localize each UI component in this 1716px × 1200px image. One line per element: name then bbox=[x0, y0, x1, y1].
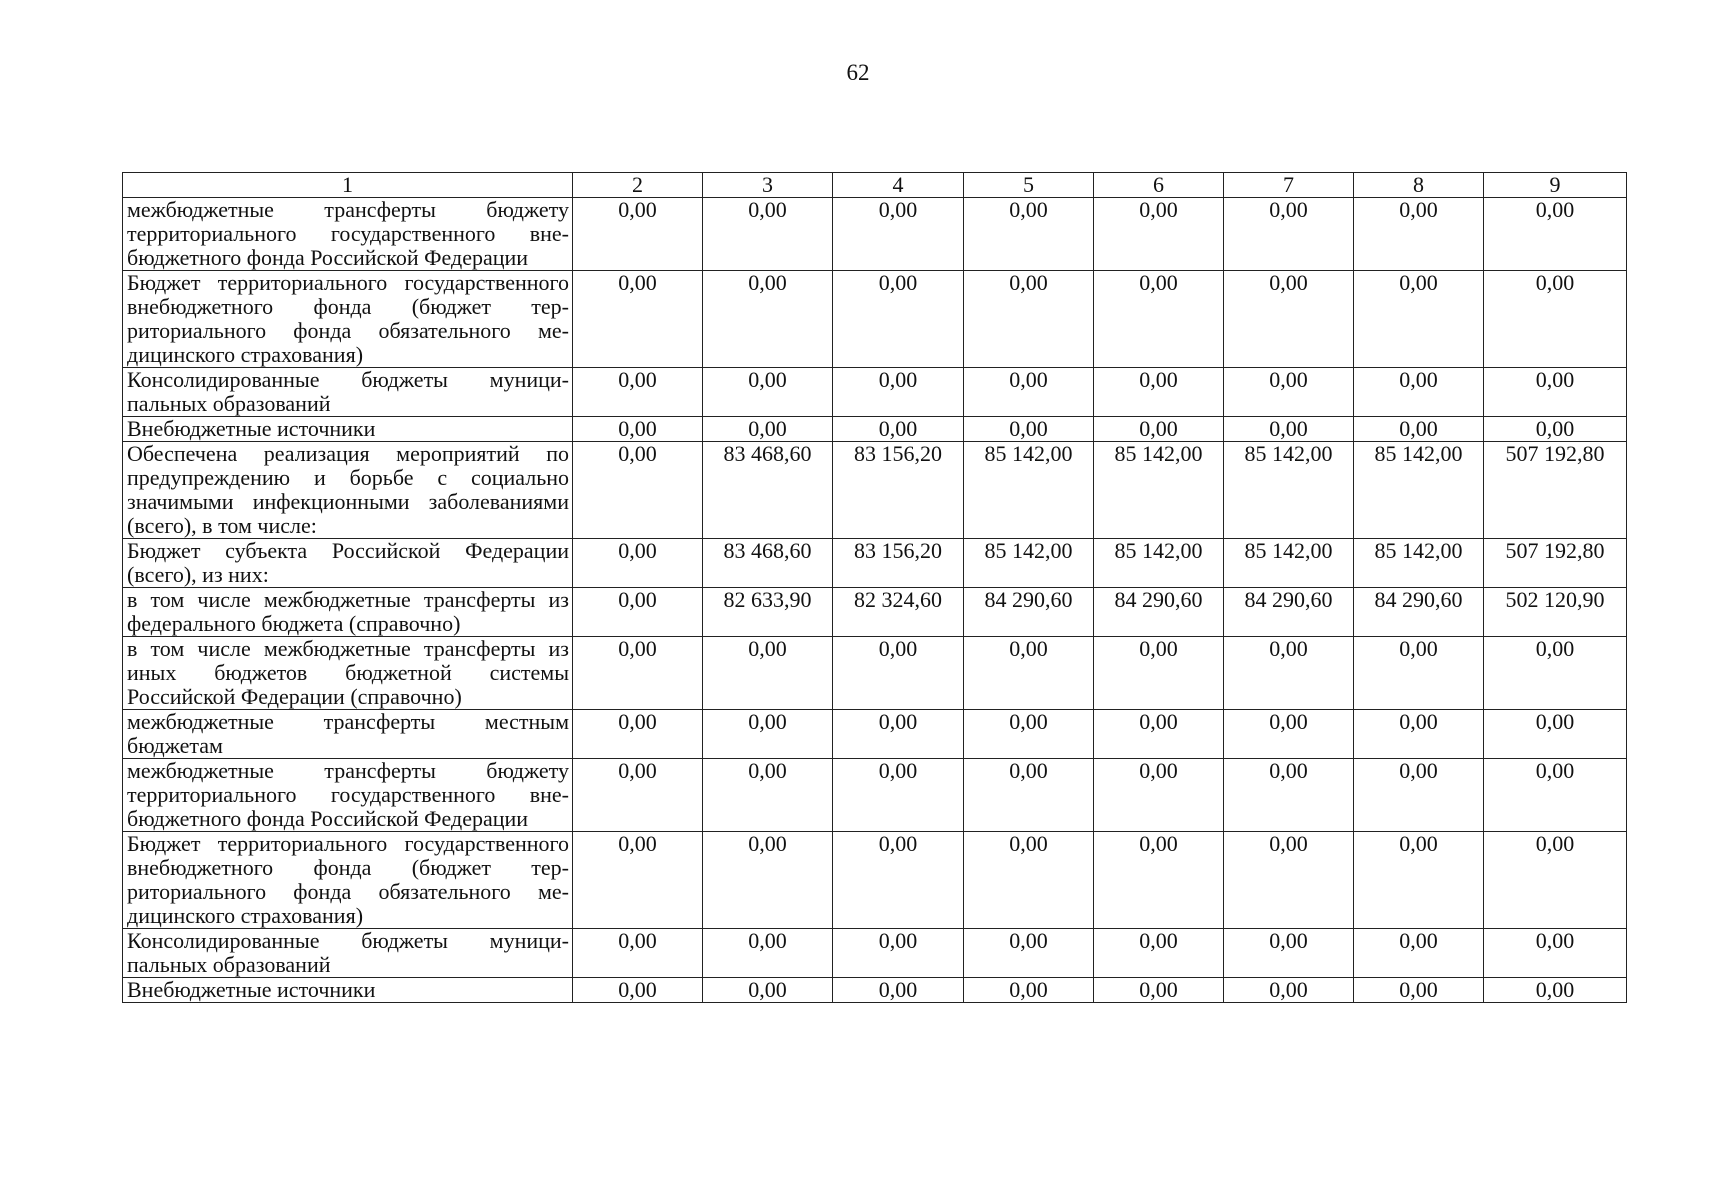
value-cell: 0,00 bbox=[964, 710, 1094, 759]
value-cell: 0,00 bbox=[1094, 759, 1224, 832]
value-cell: 0,00 bbox=[1354, 417, 1484, 442]
row-label: Внебюджетные источники bbox=[123, 417, 573, 442]
value-cell: 0,00 bbox=[703, 637, 833, 710]
value-cell: 0,00 bbox=[833, 710, 964, 759]
value-cell: 0,00 bbox=[573, 417, 703, 442]
value-cell: 0,00 bbox=[573, 710, 703, 759]
value-cell: 85 142,00 bbox=[964, 539, 1094, 588]
value-cell: 0,00 bbox=[1354, 637, 1484, 710]
value-cell: 507 192,80 bbox=[1484, 442, 1627, 539]
value-cell: 0,00 bbox=[1224, 271, 1354, 368]
table-row bbox=[123, 929, 1627, 978]
value-cell: 0,00 bbox=[573, 271, 703, 368]
column-header-8: 8 bbox=[1354, 173, 1484, 198]
value-cell: 0,00 bbox=[703, 832, 833, 929]
value-cell: 0,00 bbox=[1484, 637, 1627, 710]
value-cell: 83 156,20 bbox=[833, 442, 964, 539]
value-cell: 0,00 bbox=[703, 759, 833, 832]
value-cell: 0,00 bbox=[1224, 759, 1354, 832]
value-cell: 84 290,60 bbox=[1224, 588, 1354, 637]
value-cell: 0,00 bbox=[1484, 198, 1627, 271]
column-header-3: 3 bbox=[703, 173, 833, 198]
column-header-2: 2 bbox=[573, 173, 703, 198]
value-cell: 0,00 bbox=[964, 832, 1094, 929]
value-cell: 0,00 bbox=[1354, 368, 1484, 417]
value-cell: 85 142,00 bbox=[1354, 539, 1484, 588]
budget-table bbox=[122, 172, 1627, 1003]
value-cell: 85 142,00 bbox=[1094, 539, 1224, 588]
row-label: межбюджетные трансферты бюджету территориального государственного внебюджетного фонда Российской Федерации bbox=[123, 759, 573, 832]
value-cell: 84 290,60 bbox=[964, 588, 1094, 637]
value-cell: 0,00 bbox=[703, 271, 833, 368]
value-cell: 0,00 bbox=[833, 368, 964, 417]
value-cell: 0,00 bbox=[1484, 759, 1627, 832]
value-cell: 0,00 bbox=[964, 417, 1094, 442]
value-cell: 0,00 bbox=[573, 929, 703, 978]
value-cell: 0,00 bbox=[1224, 417, 1354, 442]
value-cell: 0,00 bbox=[1094, 417, 1224, 442]
value-cell: 0,00 bbox=[833, 271, 964, 368]
value-cell: 0,00 bbox=[573, 442, 703, 539]
row-label: Консолидированные бюджеты муниципальных образований bbox=[123, 368, 573, 417]
value-cell: 0,00 bbox=[833, 198, 964, 271]
column-header-1: 1 bbox=[123, 173, 573, 198]
value-cell: 0,00 bbox=[964, 929, 1094, 978]
value-cell: 0,00 bbox=[1354, 929, 1484, 978]
value-cell: 0,00 bbox=[1094, 637, 1224, 710]
column-header-7: 7 bbox=[1224, 173, 1354, 198]
row-label: в том числе межбюджетные трансферты из иных бюджетов бюджетной системы Российской Федерации (справочно) bbox=[123, 637, 573, 710]
value-cell: 0,00 bbox=[1094, 832, 1224, 929]
value-cell: 0,00 bbox=[833, 929, 964, 978]
table-row bbox=[123, 832, 1627, 929]
value-cell: 507 192,80 bbox=[1484, 539, 1627, 588]
value-cell: 84 290,60 bbox=[1094, 588, 1224, 637]
value-cell: 0,00 bbox=[1224, 368, 1354, 417]
row-label: межбюджетные трансферты бюджету территориального государственного внебюджетного фонда Российской Федерации bbox=[123, 198, 573, 271]
value-cell: 0,00 bbox=[964, 759, 1094, 832]
value-cell: 0,00 bbox=[1224, 637, 1354, 710]
value-cell: 0,00 bbox=[833, 759, 964, 832]
value-cell: 0,00 bbox=[573, 759, 703, 832]
value-cell: 0,00 bbox=[1354, 759, 1484, 832]
table-row bbox=[123, 759, 1627, 832]
value-cell: 85 142,00 bbox=[964, 442, 1094, 539]
value-cell: 0,00 bbox=[1094, 978, 1224, 1003]
value-cell: 0,00 bbox=[1484, 978, 1627, 1003]
value-cell: 0,00 bbox=[703, 929, 833, 978]
value-cell: 0,00 bbox=[1354, 271, 1484, 368]
value-cell: 0,00 bbox=[833, 978, 964, 1003]
value-cell: 0,00 bbox=[573, 978, 703, 1003]
value-cell: 0,00 bbox=[964, 271, 1094, 368]
value-cell: 0,00 bbox=[1094, 271, 1224, 368]
header-row bbox=[123, 173, 1627, 198]
table-row bbox=[123, 198, 1627, 271]
value-cell: 0,00 bbox=[1094, 710, 1224, 759]
row-label: Внебюджетные источники bbox=[123, 978, 573, 1003]
value-cell: 0,00 bbox=[964, 198, 1094, 271]
column-header-9: 9 bbox=[1484, 173, 1627, 198]
value-cell: 0,00 bbox=[1224, 978, 1354, 1003]
value-cell: 502 120,90 bbox=[1484, 588, 1627, 637]
value-cell: 0,00 bbox=[1354, 198, 1484, 271]
table-row bbox=[123, 978, 1627, 1003]
value-cell: 0,00 bbox=[1354, 832, 1484, 929]
column-header-6: 6 bbox=[1094, 173, 1224, 198]
value-cell: 0,00 bbox=[573, 198, 703, 271]
value-cell: 0,00 bbox=[573, 637, 703, 710]
value-cell: 0,00 bbox=[573, 832, 703, 929]
value-cell: 0,00 bbox=[703, 368, 833, 417]
value-cell: 0,00 bbox=[1224, 832, 1354, 929]
value-cell: 0,00 bbox=[1224, 710, 1354, 759]
row-label: Бюджет субъекта Российской Федерации (всего), из них: bbox=[123, 539, 573, 588]
table-row bbox=[123, 637, 1627, 710]
value-cell: 83 468,60 bbox=[703, 442, 833, 539]
value-cell: 0,00 bbox=[1224, 198, 1354, 271]
value-cell: 0,00 bbox=[1224, 929, 1354, 978]
row-label: межбюджетные трансферты местным бюджетам bbox=[123, 710, 573, 759]
table-row bbox=[123, 271, 1627, 368]
value-cell: 0,00 bbox=[833, 417, 964, 442]
table-row bbox=[123, 710, 1627, 759]
value-cell: 0,00 bbox=[1094, 929, 1224, 978]
table-row bbox=[123, 588, 1627, 637]
value-cell: 0,00 bbox=[573, 588, 703, 637]
value-cell: 83 468,60 bbox=[703, 539, 833, 588]
value-cell: 0,00 bbox=[1484, 832, 1627, 929]
value-cell: 82 324,60 bbox=[833, 588, 964, 637]
value-cell: 0,00 bbox=[1094, 368, 1224, 417]
value-cell: 83 156,20 bbox=[833, 539, 964, 588]
value-cell: 0,00 bbox=[1484, 929, 1627, 978]
row-label: в том числе межбюджетные трансферты из федерального бюджета (справочно) bbox=[123, 588, 573, 637]
value-cell: 0,00 bbox=[964, 368, 1094, 417]
value-cell: 0,00 bbox=[964, 637, 1094, 710]
table-row bbox=[123, 417, 1627, 442]
value-cell: 0,00 bbox=[833, 832, 964, 929]
value-cell: 0,00 bbox=[1484, 368, 1627, 417]
row-label: Бюджет территориального государственного внебюджетного фонда (бюджет территориального фонда обязательного медицинского страхования) bbox=[123, 832, 573, 929]
value-cell: 0,00 bbox=[573, 539, 703, 588]
value-cell: 0,00 bbox=[1354, 978, 1484, 1003]
value-cell: 0,00 bbox=[1484, 710, 1627, 759]
value-cell: 84 290,60 bbox=[1354, 588, 1484, 637]
value-cell: 0,00 bbox=[1354, 710, 1484, 759]
row-label: Бюджет территориального государственного внебюджетного фонда (бюджет территориального фонда обязательного медицинского страхования) bbox=[123, 271, 573, 368]
value-cell: 0,00 bbox=[833, 637, 964, 710]
value-cell: 0,00 bbox=[703, 198, 833, 271]
value-cell: 0,00 bbox=[703, 710, 833, 759]
value-cell: 82 633,90 bbox=[703, 588, 833, 637]
row-label: Обеспечена реализация мероприятий по предупреждению и борьбе с социально значимыми инфекционными заболеваниями (всего), в том числе: bbox=[123, 442, 573, 539]
value-cell: 85 142,00 bbox=[1224, 442, 1354, 539]
table-row bbox=[123, 539, 1627, 588]
row-label: Консолидированные бюджеты муниципальных образований bbox=[123, 929, 573, 978]
value-cell: 0,00 bbox=[1484, 417, 1627, 442]
column-header-5: 5 bbox=[964, 173, 1094, 198]
table-row bbox=[123, 368, 1627, 417]
value-cell: 85 142,00 bbox=[1094, 442, 1224, 539]
table-row bbox=[123, 442, 1627, 539]
table-body bbox=[123, 198, 1627, 1003]
column-header-4: 4 bbox=[833, 173, 964, 198]
value-cell: 0,00 bbox=[703, 978, 833, 1003]
value-cell: 0,00 bbox=[1094, 198, 1224, 271]
value-cell: 0,00 bbox=[573, 368, 703, 417]
page-number: 62 bbox=[846, 60, 870, 85]
value-cell: 0,00 bbox=[1484, 271, 1627, 368]
value-cell: 0,00 bbox=[703, 417, 833, 442]
value-cell: 85 142,00 bbox=[1354, 442, 1484, 539]
value-cell: 0,00 bbox=[964, 978, 1094, 1003]
value-cell: 85 142,00 bbox=[1224, 539, 1354, 588]
